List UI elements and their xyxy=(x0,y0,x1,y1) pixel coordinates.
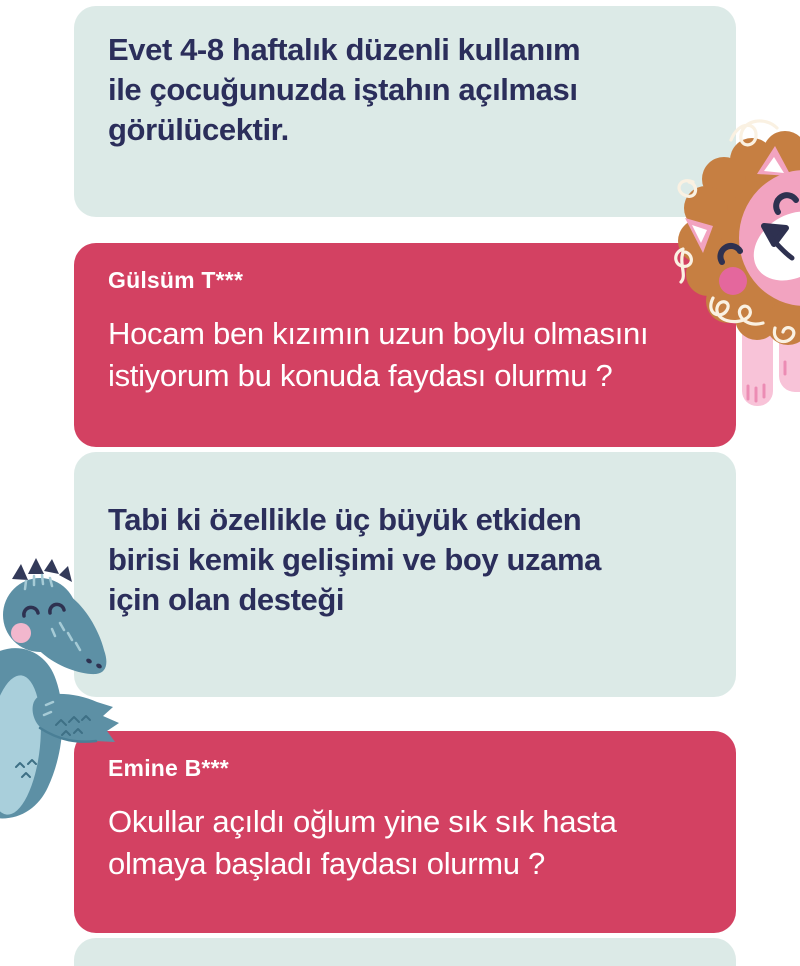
answer-line: birisi kemik gelişimi ve boy uzama xyxy=(108,542,601,577)
lion-cheek xyxy=(719,267,747,295)
answer-line: ile çocuğunuzda iştahın açılması xyxy=(108,72,578,107)
question-line: istiyorum bu konuda faydası olurmu ? xyxy=(108,358,613,393)
question-line: Okullar açıldı oğlum yine sık sık hasta xyxy=(108,804,617,839)
question-author: Emine B*** xyxy=(108,755,229,781)
answer-line: görülücektir. xyxy=(108,112,289,147)
question-line: Hocam ben kızımın uzun boylu olmasını xyxy=(108,316,649,351)
answer-bubble-3-partial xyxy=(74,938,736,966)
answer-line: için olan desteği xyxy=(108,582,345,617)
lion-illustration xyxy=(635,118,800,413)
answer-bubble-2 xyxy=(74,452,736,697)
answer-line: Tabi ki özellikle üç büyük etkiden xyxy=(108,502,582,537)
question-bubble-2 xyxy=(74,731,736,933)
crocodile-cheek xyxy=(11,623,31,643)
question-line: olmaya başladı faydası olurmu ? xyxy=(108,846,545,881)
answer-line: Evet 4-8 haftalık düzenli kullanım xyxy=(108,32,581,67)
crocodile-illustration xyxy=(0,545,132,830)
question-author: Gülsüm T*** xyxy=(108,267,244,293)
